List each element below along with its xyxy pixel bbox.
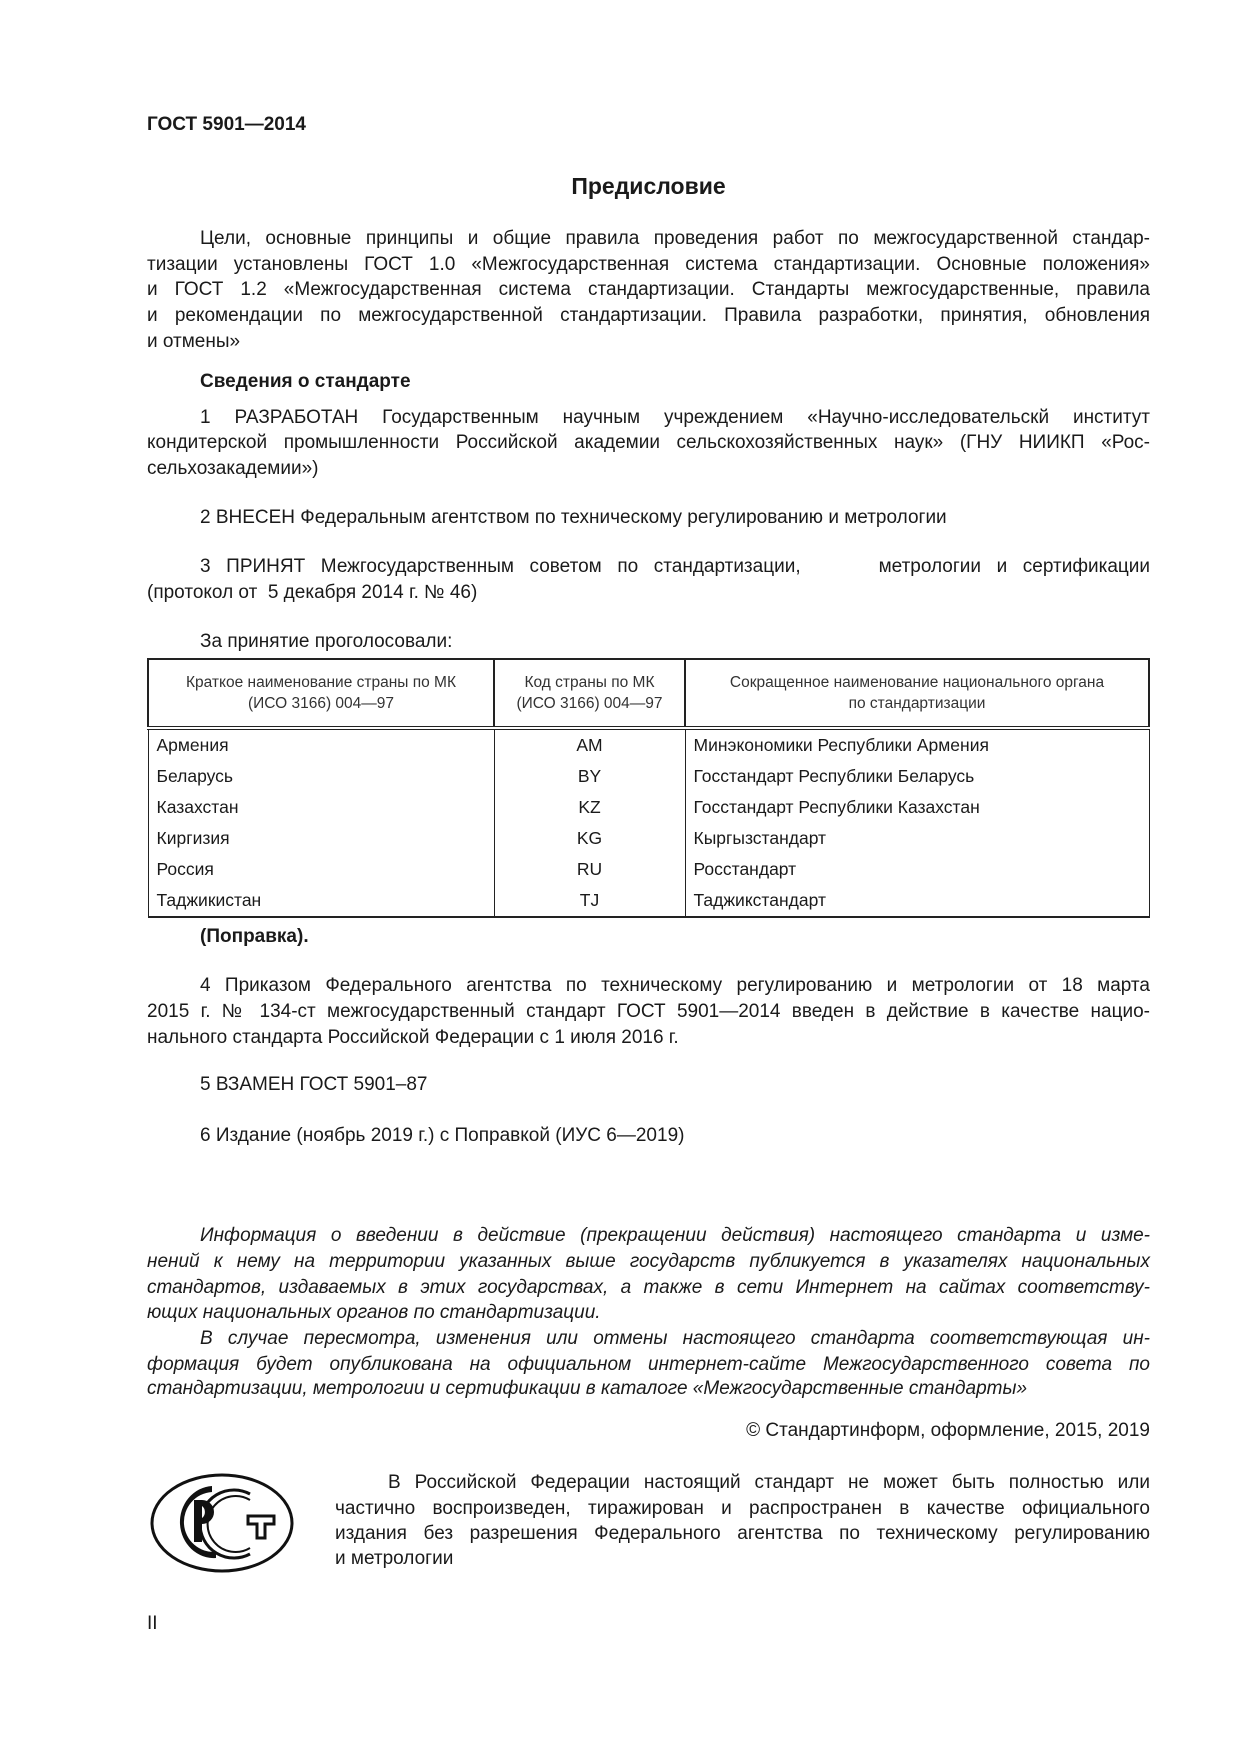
info-line: формация будет опубликована на официальном интернет-сайте Межгосударственного совета по [147, 1354, 1150, 1375]
item-3-line: (протокол от 5 декабря 2014 г. № 46) [147, 582, 478, 603]
country-cell: Беларусь [148, 761, 494, 792]
table-row [148, 854, 1149, 885]
body-cell: Таджикстандарт [685, 885, 1149, 917]
rights-line: частично воспроизведен, тиражирован и распространен в качестве официального [335, 1498, 1150, 1519]
intro-line: тизации установлены ГОСТ 1.0 «Межгосударственная система стандартизации. Основные положения» [147, 254, 1150, 275]
country-cell: Киргизия [148, 823, 494, 854]
rights-line: В Российской Федерации настоящий стандарт не может быть полностью или [388, 1472, 1150, 1493]
copyright: © Стандартинформ, оформление, 2015, 2019 [746, 1420, 1150, 1441]
body-cell: Госстандарт Республики Казахстан [685, 792, 1149, 823]
intro-line: и отмены» [147, 331, 241, 352]
amendment-note: (Поправка). [200, 926, 309, 947]
item-4-line: нального стандарта Российской Федерации с 1 июля 2016 г. [147, 1027, 679, 1048]
table-row [148, 823, 1149, 854]
country-cell: Россия [148, 854, 494, 885]
country-cell: Казахстан [148, 792, 494, 823]
info-line: стандартов, издаваемых в этих государствах, а также в сети Интернет на сайтах соответству- [147, 1277, 1150, 1298]
code-cell: BY [494, 761, 685, 792]
page-number: II [147, 1613, 158, 1634]
info-line: В случае пересмотра, изменения или отмены настоящего стандарта соответствующая ин- [200, 1328, 1150, 1349]
column-header-body: Сокращенное наименование национального органа по стандартизации [685, 659, 1149, 728]
code-cell: KZ [494, 792, 685, 823]
page-title: Предисловие [571, 173, 726, 199]
item-5: 5 ВЗАМЕН ГОСТ 5901–87 [200, 1074, 428, 1095]
intro-line: и ГОСТ 1.2 «Межгосударственная система стандартизации. Стандарты межгосударственные, правила [147, 279, 1150, 300]
rights-line: издания без разрешения Федерального агентства по техническому регулированию [335, 1523, 1150, 1544]
item-6: 6 Издание (ноябрь 2019 г.) с Поправкой (ИУС 6—2019) [200, 1125, 685, 1146]
info-line: Информация о введении в действие (прекращении действия) настоящего стандарта и изме- [200, 1225, 1150, 1246]
table-row [148, 885, 1149, 917]
info-line: стандартизации, метрологии и сертификации в каталоге «Межгосударственные стандарты» [147, 1378, 1028, 1399]
code-cell: RU [494, 854, 685, 885]
rights-line: и метрологии [335, 1548, 454, 1569]
item-1-line: сельхозакадемии») [147, 458, 319, 479]
rst-logo-icon [150, 1472, 295, 1574]
body-cell: Росстандарт [685, 854, 1149, 885]
document-header: ГОСТ 5901—2014 [147, 114, 306, 135]
body-cell: Кыргызстандарт [685, 823, 1149, 854]
intro-line: Цели, основные принципы и общие правила проведения работ по межгосударственной стандар- [200, 228, 1150, 249]
item-2: 2 ВНЕСЕН Федеральным агентством по техническому регулированию и метрологии [200, 507, 947, 528]
item-1-line: кондитерской промышленности Российской академии сельскохозяйственных наук» (ГНУ НИИКП «Рос- [147, 432, 1150, 453]
code-cell: TJ [494, 885, 685, 917]
country-cell: Таджикистан [148, 885, 494, 917]
code-cell: KG [494, 823, 685, 854]
table-row [148, 761, 1149, 792]
item-4-line: 2015 г. № 134-ст межгосударственный стандарт ГОСТ 5901—2014 введен в действие в качестве нацио- [147, 1001, 1150, 1022]
item-3-line: 3 ПРИНЯТ Межгосударственным советом по стандартизации, метрологии и сертификации [200, 556, 1150, 577]
item-4-line: 4 Приказом Федерального агентства по техническому регулированию и метрологии от 18 марта [200, 975, 1150, 996]
voting-table [147, 658, 1150, 918]
info-line: нений к нему на территории указанных выше государств публикуется в указателях национальных [147, 1251, 1150, 1272]
country-cell: Армения [148, 728, 494, 761]
item-1-line: 1 РАЗРАБОТАН Государственным научным учреждением «Научно-исследовательскй институт [200, 407, 1150, 428]
intro-line: и рекомендации по межгосударственной стандартизации. Правила разработки, принятия, обновления [147, 305, 1150, 326]
info-line: ющих национальных органов по стандартизации. [147, 1302, 601, 1323]
section-heading: Сведения о стандарте [200, 371, 411, 392]
table-row [148, 792, 1149, 823]
table-header-row [148, 659, 1149, 728]
body-cell: Госстандарт Республики Беларусь [685, 761, 1149, 792]
body-cell: Минэкономики Республики Армения [685, 728, 1149, 761]
voted-label: За принятие проголосовали: [200, 631, 453, 652]
table-row [148, 728, 1149, 761]
column-header-country: Краткое наименование страны по МК (ИСО 3166) 004—97 [148, 659, 494, 728]
column-header-code: Код страны по МК (ИСО 3166) 004—97 [494, 659, 685, 728]
code-cell: AM [494, 728, 685, 761]
